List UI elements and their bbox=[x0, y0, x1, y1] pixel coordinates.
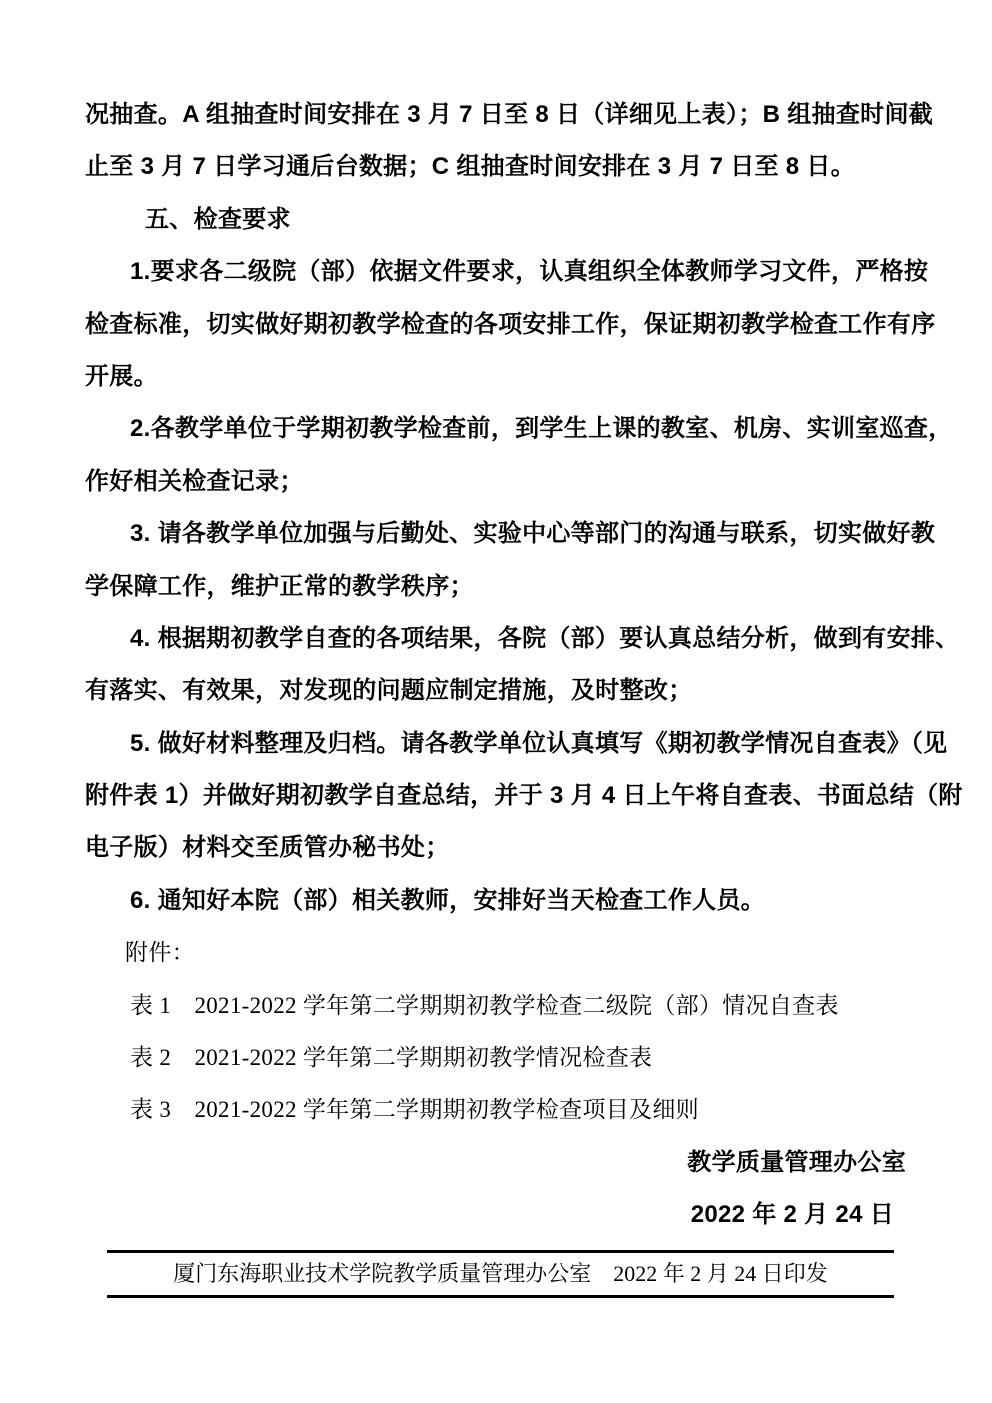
footer-imprint-text: 厦门东海职业技术学院教学质量管理办公室 2022 年 2 月 24 日印发 bbox=[173, 1260, 828, 1286]
paragraph-line: 4. 根据期初教学自查的各项结果，各院（部）要认真总结分析，做到有安排、 bbox=[130, 624, 960, 652]
section-heading: 五、检查要求 bbox=[145, 205, 291, 233]
paragraph-line: 2.各教学单位于学期初教学检查前，到学生上课的教室、机房、实训室巡查， bbox=[130, 415, 953, 443]
signature-date: 2022 年 2 月 24 日 bbox=[690, 1201, 894, 1229]
paragraph-line: 3. 请各教学单位加强与后勤处、实验中心等部门的沟通与联系，切实做好教 bbox=[130, 520, 936, 548]
attachment-item: 表 3 2021-2022 学年第二学期期初教学检查项目及细则 bbox=[130, 1097, 699, 1123]
paragraph-line: 检查标准，切实做好期初教学检查的各项安排工作，保证期初教学检查工作有序 bbox=[85, 310, 936, 338]
paragraph-line: 开展。 bbox=[85, 362, 158, 390]
intro-line: 止至 3 月 7 日学习通后台数据；C 组抽查时间安排在 3 月 7 日至 8 日。 bbox=[85, 153, 856, 181]
attachment-item: 表 1 2021-2022 学年第二学期期初教学检查二级院（部）情况自查表 bbox=[130, 992, 839, 1018]
paragraph-line: 6. 通知好本院（部）相关教师，安排好当天检查工作人员。 bbox=[130, 886, 766, 914]
attachment-item: 表 2 2021-2022 学年第二学期期初教学情况检查表 bbox=[130, 1045, 653, 1071]
paragraph-line: 学保障工作，维护正常的教学秩序； bbox=[85, 572, 474, 600]
paragraph-line: 有落实、有效果，对发现的问题应制定措施，及时整改； bbox=[85, 677, 693, 705]
footer-imprint bbox=[107, 1250, 894, 1298]
signature-line: 教学质量管理办公室 bbox=[687, 1148, 906, 1176]
paragraph-line: 电子版）材料交至质管办秘书处； bbox=[85, 834, 450, 862]
paragraph-line: 附件表 1）并做好期初教学自查总结，并于 3 月 4 日上午将自查表、书面总结（附 bbox=[85, 782, 963, 810]
attachment-label: 附件： bbox=[125, 940, 195, 966]
intro-line: 况抽查。A 组抽查时间安排在 3 月 7 日至 8 日（详细见上表）；B 组抽查时间截 bbox=[85, 101, 934, 128]
paragraph-line: 5. 做好材料整理及归档。请各教学单位认真填写《期初教学情况自查表》（见 bbox=[130, 729, 948, 757]
document-body bbox=[85, 89, 963, 1242]
paragraph-line: 作好相关检查记录； bbox=[85, 467, 304, 495]
paragraph-line: 1.要求各二级院（部）依据文件要求，认真组织全体教师学习文件，严格按 bbox=[130, 258, 929, 286]
